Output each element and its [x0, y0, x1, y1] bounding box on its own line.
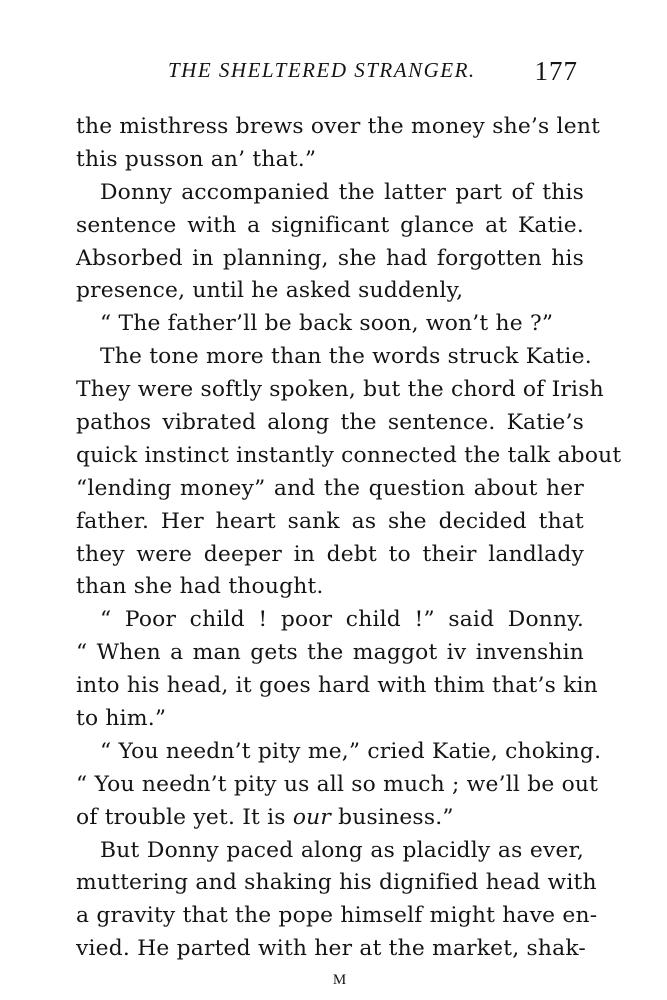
- text-line: sentence with a significant glance at Katie.: [76, 212, 584, 238]
- text-line: to him.”: [76, 706, 167, 732]
- text-line: “ The father’ll be back soon, won’t he ?”: [100, 311, 554, 337]
- text-segment: business.”: [331, 804, 454, 830]
- italic-word: our: [292, 804, 332, 830]
- text-line: “ You needn’t pity me,” cried Katie, choking.: [100, 738, 602, 764]
- body-text: [76, 111, 622, 966]
- text-line: father. Her heart sank as she decided that: [76, 508, 584, 534]
- page-number: 177: [534, 56, 578, 86]
- text-line: into his head, it goes hard with thim that’s kin: [76, 673, 598, 699]
- text-line: But Donny paced along as placidly as ever,: [100, 837, 584, 863]
- text-line: [76, 802, 584, 835]
- text-line: than she had thought.: [76, 574, 324, 600]
- text-line: they were deeper in debt to their landlady: [76, 541, 584, 567]
- running-head: [150, 58, 590, 92]
- text-line: “lending money” and the question about her: [76, 475, 584, 501]
- text-line: “ Poor child ! poor child !” said Donny.: [100, 607, 584, 633]
- text-segment: of trouble yet. It is: [76, 804, 293, 830]
- text-line: this pusson an’ that.”: [76, 146, 317, 172]
- text-line: a gravity that the pope himself might have en-: [76, 903, 598, 929]
- text-line: Donny accompanied the latter part of this: [100, 179, 584, 205]
- running-title: THE SHELTERED STRANGER.: [168, 58, 476, 82]
- text-line: the misthress brews over the money she’s lent: [76, 114, 601, 139]
- signature-mark: M: [332, 972, 348, 988]
- text-line: quick instinct instantly connected the talk about: [76, 442, 622, 468]
- text-line: vied. He parted with her at the market, shak-: [76, 936, 586, 962]
- text-line: “ When a man gets the maggot iv invenshin: [76, 640, 584, 666]
- text-line: The tone more than the words struck Katie.: [100, 344, 592, 370]
- text-line: “ You needn’t pity us all so much ; we’ll be out: [76, 771, 599, 797]
- text-line: presence, until he asked suddenly,: [76, 278, 464, 304]
- text-line: Absorbed in planning, she had forgotten his: [76, 245, 584, 271]
- text-line: They were softly spoken, but the chord of Irish: [76, 377, 604, 403]
- text-line: muttering and shaking his dignified head with: [76, 870, 597, 896]
- text-line: pathos vibrated along the sentence. Katie’s: [76, 410, 584, 436]
